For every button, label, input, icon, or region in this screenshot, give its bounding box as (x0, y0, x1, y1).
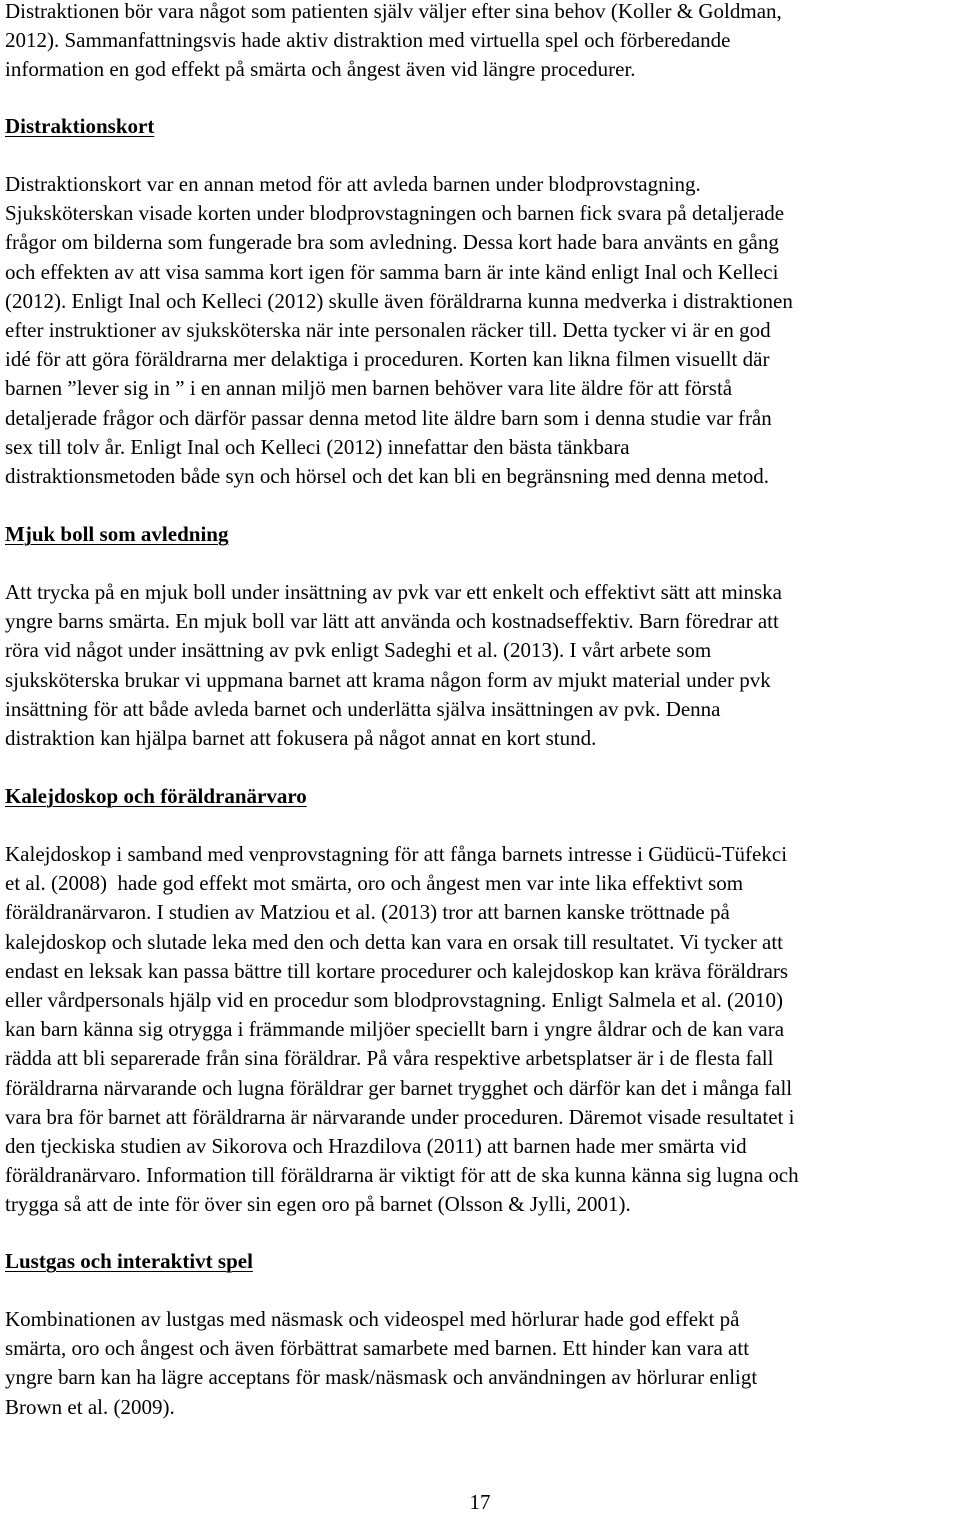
text-line: eller vårdpersonals hjälp vid en procedur som blodprovstagning. Enligt Salmela et al. (2010) (5, 988, 783, 1013)
text-line: Kombinationen av lustgas med näsmask och videospel med hörlurar hade god effekt på (5, 1307, 740, 1331)
text-line: efter instruktioner av sjuksköterska när inte personalen räcker till. Detta tycker vi är en god (5, 318, 771, 343)
section-heading-kalejdoskop: Kalejdoskop och föräldranärvaro (5, 784, 307, 808)
text-line: trygga så att de inte för över sin egen oro på barnet (Olsson & Jylli, 2001). (5, 1192, 631, 1217)
text-line: Kalejdoskop i samband med venprovstagning för att fånga barnets intresse i Güdücü-Tüfekci (5, 842, 788, 866)
intro-paragraph (5, 0, 782, 85)
section-paragraph-kalejdoskop (5, 840, 799, 1220)
section-paragraph-distraktionskort (5, 170, 793, 491)
text-line: kan barn känna sig otrygga i främmande miljöer speciellt barn i yngre åldrar och de kan vara (5, 1017, 785, 1042)
text-line: Att trycka på en mjuk boll under insättning av pvk var ett enkelt och effektivt sätt att minska (5, 580, 782, 604)
text-line: föräldranärvaro. Information till föräldrarna är viktigt för att de ska kunna känna sig lugna och (5, 1163, 799, 1188)
page-number: 17 (469, 1490, 491, 1514)
text-line: barnen ”lever sig in ” i en annan miljö men barnen behöver vara lite äldre för att förstå (5, 376, 733, 401)
text-line: föräldranärvaron. I studien av Matziou et al. (2013) tror att barnen kanske tröttnade på (5, 900, 730, 925)
section-paragraph-lustgas (5, 1305, 757, 1422)
text-line: och effekten av att visa samma kort igen för samma barn är inte känd enligt Inal och Kelleci (5, 259, 779, 284)
text-line: 2012). Sammanfattningsvis hade aktiv distraktion med virtuella spel och förberedande (5, 28, 731, 53)
text-line: (2012). Enligt Inal och Kelleci (2012) skulle även föräldrarna kunna medverka i distraktionen (5, 288, 793, 313)
text-line: information en god effekt på smärta och ångest även vid längre procedurer. (5, 57, 636, 82)
text-line: yngre barn kan ha lägre acceptans för mask/näsmask och användningen av hörlurar enligt (5, 1365, 758, 1390)
text-line: smärta, oro och ångest och även förbättrat samarbete med barnen. Ett hinder kan vara att (5, 1336, 750, 1361)
text-line: Distraktionskort var en annan metod för att avleda barnen under blodprovstagning. (5, 172, 701, 196)
text-line: den tjeckiska studien av Sikorova och Hrazdilova (2011) att barnen hade mer smärta vid (5, 1134, 747, 1159)
text-line: kalejdoskop och slutade leka med den och detta kan vara en orsak till resultatet. Vi tycker att (5, 929, 784, 954)
section-heading-lustgas: Lustgas och interaktivt spel (5, 1249, 253, 1273)
section-heading-mjuk-boll: Mjuk boll som avledning (5, 522, 229, 546)
text-line: frågor om bilderna som fungerade bra som avledning. Dessa kort hade bara använts en gång (5, 230, 779, 255)
text-line: Sjuksköterskan visade korten under blodprovstagningen och barnen fick svara på detaljerade (5, 201, 785, 226)
section-heading-distraktionskort: Distraktionskort (5, 114, 155, 138)
text-line: föräldrarna närvarande och lugna föräldrar ger barnet trygghet och därför kan det i många fall (5, 1075, 793, 1100)
text-line: sjuksköterska brukar vi uppmana barnet att krama någon form av mjukt material under pvk (5, 667, 771, 692)
text-line: distraktionsmetoden både syn och hörsel och det kan bli en begränsning med denna metod. (5, 464, 769, 489)
text-line: et al. (2008) hade god effekt mot smärta, oro och ångest men var inte lika effektivt som (5, 871, 744, 896)
text-line: endast en leksak kan passa bättre till kortare procedurer och kalejdoskop kan kräva föräldrars (5, 958, 789, 983)
text-line: insättning för att både avleda barnet och underlätta själva insättningen av pvk. Denna (5, 696, 721, 721)
text-line: idé för att göra föräldrarna mer delaktiga i proceduren. Korten kan likna filmen visuellt där (5, 347, 770, 372)
text-line: detaljerade frågor och därför passar denna metod lite äldre barn som i denna studie var från (5, 405, 772, 430)
text-line: röra vid något under insättning av pvk enligt Sadeghi et al. (2013). I vårt arbete som (5, 638, 712, 663)
section-paragraph-mjuk-boll (5, 578, 782, 753)
text-line: yngre barns smärta. En mjuk boll var lätt att använda och kostnadseffektiv. Barn föredrar att (5, 609, 779, 634)
text-line: rädda att bli separerade från sina föräldrar. På våra respektive arbetsplatser är i de flesta fall (5, 1046, 774, 1071)
text-line: Distraktionen bör vara något som patienten själv väljer efter sina behov (Koller & Goldman, (5, 0, 782, 23)
text-line: vara bra för barnet att föräldrarna är närvarande under proceduren. Däremot visade resultatet i (5, 1104, 795, 1129)
text-line: distraktion kan hjälpa barnet att fokusera på något annat en kort stund. (5, 726, 597, 751)
text-line: Brown et al. (2009). (5, 1394, 175, 1419)
text-line: sex till tolv år. Enligt Inal och Kelleci (2012) innefattar den bästa tänkbara (5, 434, 630, 459)
